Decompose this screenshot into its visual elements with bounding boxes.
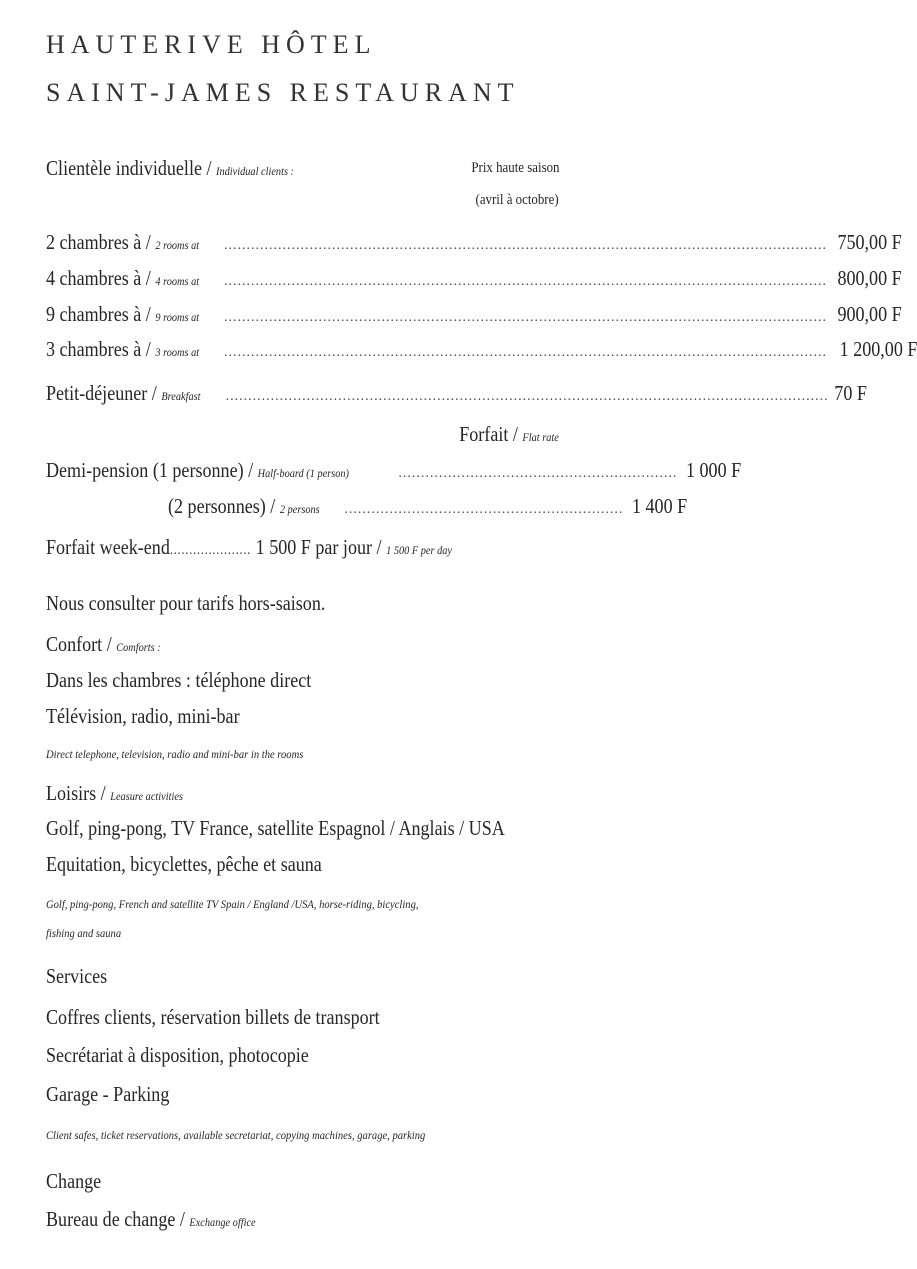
- halfboard-label: (2 personnes) / 2 persons: [168, 494, 320, 518]
- services-line: Garage - Parking: [46, 1082, 170, 1106]
- weekend-value-en: 1 500 F per day: [386, 543, 453, 557]
- season-line1: Prix haute saison: [470, 160, 559, 176]
- comfort-line: Dans les chambres : téléphone direct: [46, 668, 312, 692]
- comfort-english: Direct telephone, television, radio and mini-bar in the rooms: [46, 747, 304, 761]
- services-line: Coffres clients, réservation billets de transport: [46, 1005, 380, 1029]
- weekend-row: Forfait week-end..................... 1 500 F par jour / 1 500 F per day: [46, 535, 453, 559]
- leader-dots: ..............................................................: [398, 466, 678, 481]
- halfboard-label: Demi-pension (1 personne) / Half-board (1 person): [46, 458, 350, 482]
- clients-label-en: Individual clients :: [216, 164, 295, 178]
- breakfast-label: Petit-déjeuner / Breakfast: [46, 381, 201, 405]
- rate-value: 750,00 F: [837, 230, 902, 254]
- rate-label: 9 chambres à / 9 rooms at: [46, 302, 200, 326]
- leader-dots: ..............................................................: [344, 502, 624, 517]
- rate-value: 1 200,00 F: [839, 337, 917, 361]
- rate-value: 800,00 F: [837, 266, 902, 290]
- halfboard-value: 1 400 F: [632, 494, 688, 518]
- leader-dots: ......................................................................................................................................: [224, 274, 828, 289]
- rate-label: 4 chambres à / 4 rooms at: [46, 266, 200, 290]
- rate-row: [46, 230, 902, 256]
- leader-dots: ......................................................................................................................................: [224, 310, 828, 325]
- hotel-name: HAUTERIVE HÔTEL: [46, 30, 377, 59]
- offseason-note: Nous consulter pour tarifs hors-saison.: [46, 591, 326, 615]
- rate-row: [46, 337, 917, 363]
- weekend-value: 1 500 F par jour /: [255, 535, 382, 559]
- leisure-line: Golf, ping-pong, TV France, satellite Espagnol / Anglais / USA: [46, 816, 505, 840]
- rate-row: [46, 302, 902, 328]
- change-line: Bureau de change / Exchange office: [46, 1207, 256, 1231]
- leader-dots: ......................................................................................................................................: [224, 238, 828, 253]
- rate-value: 900,00 F: [837, 302, 902, 326]
- leisure-english: Golf, ping-pong, French and satellite TV Spain / England /USA, horse-riding, bicycling,: [46, 897, 419, 911]
- leisure-english: fishing and sauna: [46, 926, 122, 940]
- change-heading: Change: [46, 1169, 102, 1193]
- comfort-heading: Confort / Comforts :: [46, 632, 161, 656]
- leader-dots: ......................................................................................................................................: [224, 345, 828, 360]
- clients-label: [46, 158, 294, 179]
- halfboard-value: 1 000 F: [686, 458, 742, 482]
- halfboard-row: [168, 494, 688, 520]
- comfort-line: Télévision, radio, mini-bar: [46, 704, 240, 728]
- flat-rate-heading: Forfait / Flat rate: [459, 422, 559, 446]
- season-line2: (avril à octobre): [475, 192, 559, 208]
- leader-dots: ......................................................................................................................................: [225, 389, 829, 404]
- clients-label-fr: Clientèle individuelle /: [46, 156, 212, 180]
- breakfast-row: [46, 381, 867, 407]
- services-english: Client safes, ticket reservations, available secretariat, copying machines, garage, parking: [46, 1128, 426, 1142]
- rate-label: 2 chambres à / 2 rooms at: [46, 230, 200, 254]
- halfboard-row: [46, 458, 742, 484]
- services-heading: Services: [46, 964, 108, 988]
- restaurant-name: SAINT-JAMES RESTAURANT: [46, 78, 520, 107]
- breakfast-value: 70 F: [833, 381, 867, 405]
- leisure-heading: Loisirs / Leasure activities: [46, 781, 183, 805]
- rate-row: [46, 266, 902, 292]
- services-line: Secrétariat à disposition, photocopie: [46, 1043, 309, 1067]
- weekend-label: Forfait week-end: [46, 535, 170, 559]
- leisure-line: Equitation, bicyclettes, pêche et sauna: [46, 852, 322, 876]
- rate-label: 3 chambres à / 3 rooms at: [46, 337, 200, 361]
